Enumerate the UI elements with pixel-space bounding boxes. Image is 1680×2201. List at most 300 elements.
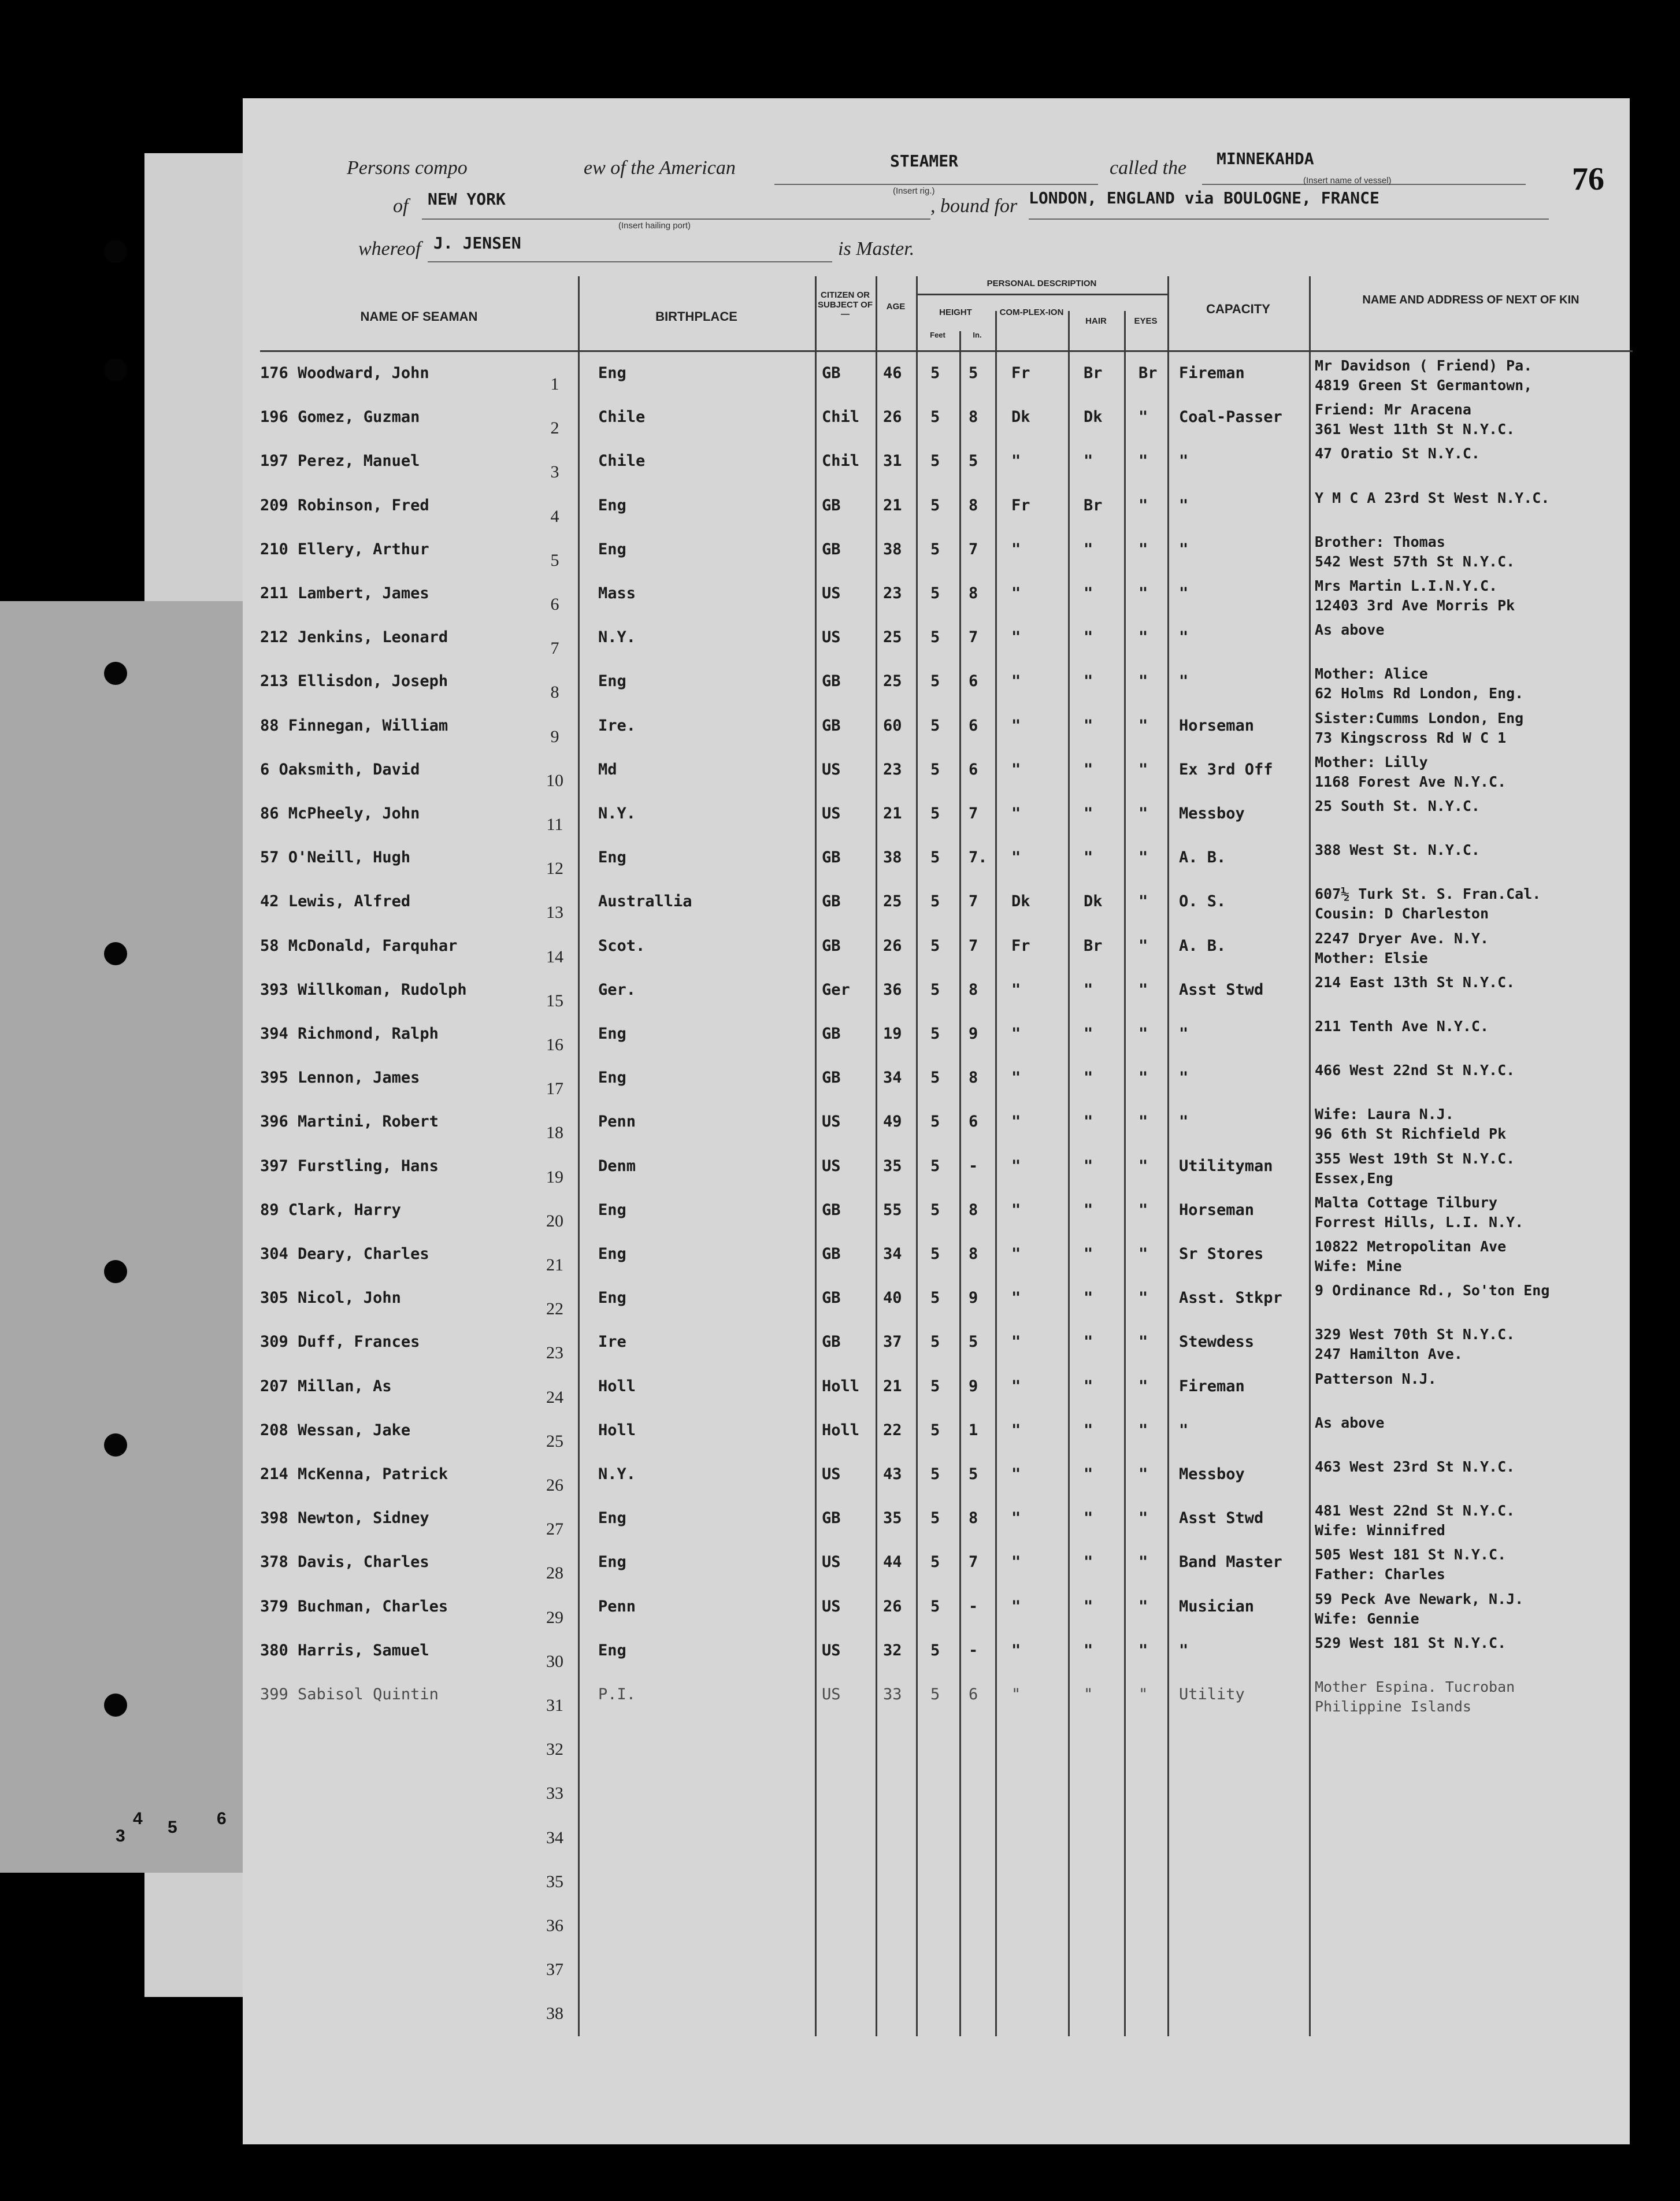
citizenship: GB bbox=[822, 848, 841, 867]
next-of-kin-line-2: Mother: Elsie bbox=[1315, 949, 1428, 966]
header-rule bbox=[916, 294, 1167, 295]
height-feet: 5 bbox=[930, 540, 940, 558]
complexion: " bbox=[1011, 672, 1021, 691]
hair: Br bbox=[1084, 364, 1103, 382]
seaman-name: 214 McKenna, Patrick bbox=[260, 1465, 448, 1483]
citizenship: GB bbox=[822, 936, 841, 955]
seaman-name: 209 Robinson, Fred bbox=[260, 496, 429, 514]
complexion: " bbox=[1011, 760, 1021, 779]
eyes: " bbox=[1138, 1685, 1148, 1703]
birthplace: Penn bbox=[598, 1597, 636, 1615]
row-number: 30 bbox=[546, 1651, 563, 1671]
complexion: " bbox=[1011, 1333, 1021, 1351]
next-of-kin-line-1: Malta Cottage Tilbury bbox=[1315, 1194, 1498, 1211]
seaman-name: 304 Deary, Charles bbox=[260, 1245, 429, 1263]
seaman-name: 58 McDonald, Farquhar bbox=[260, 936, 458, 955]
complexion: " bbox=[1011, 1200, 1021, 1219]
col-header-birthplace: BIRTHPLACE bbox=[655, 309, 737, 324]
height-inches: 7 bbox=[969, 936, 978, 955]
row-number: 24 bbox=[546, 1387, 563, 1407]
next-of-kin-line-2: 4819 Green St Germantown, bbox=[1315, 377, 1533, 394]
seaman-name: 42 Lewis, Alfred bbox=[260, 892, 411, 911]
age: 22 bbox=[883, 1421, 902, 1439]
seaman-name: 309 Duff, Frances bbox=[260, 1333, 420, 1351]
citizenship: GB bbox=[822, 672, 841, 691]
next-of-kin-line-1: 607½ Turk St. S. Fran.Cal. bbox=[1315, 885, 1541, 903]
height-feet: 5 bbox=[930, 936, 940, 955]
next-of-kin-line-2: Wife: Winnifred bbox=[1315, 1522, 1445, 1539]
eyes: " bbox=[1138, 1069, 1148, 1087]
height-inches: 7 bbox=[969, 805, 978, 822]
height-feet: 5 bbox=[930, 496, 940, 514]
capacity: Utility bbox=[1179, 1685, 1245, 1703]
complexion: " bbox=[1011, 1509, 1021, 1528]
next-of-kin-line-1: Mrs Martin L.I.N.Y.C. bbox=[1315, 577, 1498, 594]
next-of-kin-line-1: As above bbox=[1315, 1414, 1385, 1431]
height-feet: 5 bbox=[930, 980, 940, 999]
age: 21 bbox=[883, 496, 902, 514]
eyes: " bbox=[1138, 672, 1148, 691]
age: 49 bbox=[883, 1113, 902, 1131]
hair: " bbox=[1084, 1069, 1093, 1087]
eyes: " bbox=[1138, 1377, 1148, 1395]
crew-table bbox=[260, 276, 1633, 2036]
age: 26 bbox=[883, 408, 902, 427]
next-of-kin-line-2: Essex,Eng bbox=[1315, 1169, 1393, 1187]
row-number: 18 bbox=[546, 1123, 563, 1143]
height-inches: 8 bbox=[969, 408, 978, 427]
eyes: " bbox=[1138, 540, 1148, 558]
hair: " bbox=[1084, 1509, 1093, 1528]
citizenship: Ger bbox=[822, 980, 850, 999]
height-inches: 6 bbox=[969, 760, 978, 779]
citizenship: Holl bbox=[822, 1421, 860, 1439]
age: 36 bbox=[883, 980, 902, 999]
next-of-kin-line-2: 247 Hamilton Ave. bbox=[1315, 1346, 1463, 1363]
citizenship: GB bbox=[822, 1289, 841, 1307]
citizenship: GB bbox=[822, 364, 841, 382]
eyes: " bbox=[1138, 848, 1148, 867]
col-header-citizen: CITIZEN OR SUBJECT OF— bbox=[817, 290, 873, 319]
page-number: 76 bbox=[1572, 161, 1604, 197]
row-number: 26 bbox=[546, 1476, 563, 1495]
height-inches: 8 bbox=[969, 584, 978, 602]
eyes: " bbox=[1138, 1157, 1148, 1175]
next-of-kin-line-2: Father: Charles bbox=[1315, 1566, 1445, 1583]
capacity: Messboy bbox=[1179, 805, 1245, 822]
next-of-kin-line-2: 542 West 57th St N.Y.C. bbox=[1315, 553, 1515, 570]
height-feet: 5 bbox=[930, 1333, 940, 1351]
hair: " bbox=[1084, 1025, 1093, 1043]
age: 35 bbox=[883, 1509, 902, 1528]
complexion: " bbox=[1011, 1289, 1021, 1307]
row-number: 5 bbox=[550, 550, 559, 570]
height-feet: 5 bbox=[930, 408, 940, 427]
col-header-height: HEIGHT bbox=[939, 307, 972, 317]
hair: Br bbox=[1084, 936, 1103, 955]
eyes: " bbox=[1138, 805, 1148, 822]
eyes: " bbox=[1138, 980, 1148, 999]
seaman-name: 213 Ellisdon, Joseph bbox=[260, 672, 448, 691]
eyes: " bbox=[1138, 1113, 1148, 1131]
capacity: Stewdess bbox=[1179, 1333, 1255, 1351]
age: 21 bbox=[883, 805, 902, 822]
citizenship: Chil bbox=[822, 452, 860, 470]
hair: " bbox=[1084, 716, 1093, 735]
punch-hole bbox=[104, 1433, 127, 1457]
hailing-port: NEW YORK bbox=[428, 190, 506, 209]
next-of-kin-line-1: Mother: Alice bbox=[1315, 665, 1428, 683]
complexion: " bbox=[1011, 1597, 1021, 1615]
hair: " bbox=[1084, 1421, 1093, 1439]
capacity: " bbox=[1179, 540, 1189, 558]
complexion: " bbox=[1011, 1245, 1021, 1263]
row-number: 13 bbox=[546, 903, 563, 922]
capacity: Fireman bbox=[1179, 1377, 1245, 1395]
row-number: 23 bbox=[546, 1343, 563, 1363]
row-number: 16 bbox=[546, 1035, 563, 1054]
birthplace: Eng bbox=[598, 1245, 626, 1263]
capacity: Asst. Stkpr bbox=[1179, 1289, 1282, 1307]
capacity: Asst Stwd bbox=[1179, 980, 1264, 999]
age: 43 bbox=[883, 1465, 902, 1483]
citizenship: GB bbox=[822, 1069, 841, 1087]
birthplace: Ire bbox=[598, 1333, 626, 1351]
birthplace: P.I. bbox=[598, 1685, 636, 1703]
height-feet: 5 bbox=[930, 1069, 940, 1087]
seaman-name: 396 Martini, Robert bbox=[260, 1113, 439, 1131]
age: 40 bbox=[883, 1289, 902, 1307]
capacity: Horseman bbox=[1179, 1200, 1255, 1219]
height-feet: 5 bbox=[930, 1025, 940, 1043]
row-number: 21 bbox=[546, 1255, 563, 1274]
capacity: " bbox=[1179, 1113, 1189, 1131]
complexion: " bbox=[1011, 1069, 1021, 1087]
birthplace: N.Y. bbox=[598, 628, 636, 647]
complexion: Dk bbox=[1011, 892, 1030, 911]
hair: " bbox=[1084, 584, 1093, 602]
height-feet: 5 bbox=[930, 584, 940, 602]
height-feet: 5 bbox=[930, 1245, 940, 1263]
height-feet: 5 bbox=[930, 1597, 940, 1615]
col-header-eyes: EYES bbox=[1134, 316, 1158, 326]
birthplace: Eng bbox=[598, 1025, 626, 1043]
complexion: Fr bbox=[1011, 496, 1030, 514]
table-row bbox=[260, 577, 1633, 628]
vessel-note: (Insert name of vessel) bbox=[1303, 176, 1392, 186]
hair: " bbox=[1084, 760, 1093, 779]
hair: " bbox=[1084, 1641, 1093, 1659]
height-inches: 8 bbox=[969, 1069, 978, 1087]
row-number: 25 bbox=[546, 1431, 563, 1451]
row-number: 36 bbox=[546, 1916, 563, 1935]
eyes: " bbox=[1138, 1245, 1148, 1263]
height-inches: 5 bbox=[969, 452, 978, 470]
height-inches: 8 bbox=[969, 1200, 978, 1219]
citizenship: GB bbox=[822, 1509, 841, 1528]
header-bound-for: , bound for bbox=[930, 195, 1018, 217]
next-of-kin-line-2: Philippine Islands bbox=[1315, 1698, 1471, 1715]
master-name: J. JENSEN bbox=[433, 234, 521, 253]
height-feet: 5 bbox=[930, 628, 940, 647]
seaman-name: 89 Clark, Harry bbox=[260, 1200, 401, 1219]
capacity: " bbox=[1179, 496, 1189, 514]
next-of-kin-line-2: Wife: Gennie bbox=[1315, 1610, 1419, 1627]
height-inches: 5 bbox=[969, 1465, 978, 1483]
eyes: " bbox=[1138, 584, 1148, 602]
seaman-name: 207 Millan, As bbox=[260, 1377, 392, 1395]
hailing-line bbox=[422, 218, 930, 220]
hair: " bbox=[1084, 1333, 1093, 1351]
col-header-feet: Feet bbox=[930, 331, 945, 339]
next-of-kin-line-1: Mother Espina. Tucroban bbox=[1315, 1678, 1515, 1695]
citizenship: US bbox=[822, 1157, 841, 1175]
next-of-kin-line-1: 463 West 23rd St N.Y.C. bbox=[1315, 1458, 1515, 1475]
vessel-name: MINNEKAHDA bbox=[1217, 149, 1314, 168]
citizenship: US bbox=[822, 805, 841, 822]
next-of-kin-line-2: 62 Holms Rd London, Eng. bbox=[1315, 685, 1524, 702]
punch-hole bbox=[104, 662, 127, 685]
row-number: 1 bbox=[550, 375, 559, 394]
row-number: 37 bbox=[546, 1960, 563, 1980]
complexion: " bbox=[1011, 628, 1021, 647]
hair: " bbox=[1084, 848, 1093, 867]
eyes: " bbox=[1138, 1421, 1148, 1439]
complexion: " bbox=[1011, 584, 1021, 602]
row-number: 15 bbox=[546, 991, 563, 1010]
eyes: " bbox=[1138, 1289, 1148, 1307]
age: 60 bbox=[883, 716, 902, 735]
table-row bbox=[260, 1818, 1633, 1862]
height-inches: 8 bbox=[969, 1245, 978, 1263]
age: 38 bbox=[883, 540, 902, 558]
hair: " bbox=[1084, 980, 1093, 999]
complexion: Fr bbox=[1011, 936, 1030, 955]
height-inches: 8 bbox=[969, 496, 978, 514]
seaman-name: 86 McPheely, John bbox=[260, 805, 420, 822]
birthplace: Ger. bbox=[598, 980, 636, 999]
height-inches: 7 bbox=[969, 892, 978, 911]
row-number: 12 bbox=[546, 859, 563, 879]
height-feet: 5 bbox=[930, 848, 940, 867]
eyes: " bbox=[1138, 408, 1148, 427]
next-of-kin-line-1: 388 West St. N.Y.C. bbox=[1315, 842, 1480, 859]
age: 26 bbox=[883, 1597, 902, 1615]
capacity: O. S. bbox=[1179, 892, 1226, 911]
citizenship: US bbox=[822, 1597, 841, 1615]
eyes: " bbox=[1138, 1509, 1148, 1528]
capacity: " bbox=[1179, 628, 1189, 647]
height-feet: 5 bbox=[930, 1377, 940, 1395]
birthplace: Denm bbox=[598, 1157, 636, 1175]
birthplace: Penn bbox=[598, 1113, 636, 1131]
next-of-kin-line-2: 12403 3rd Ave Morris Pk bbox=[1315, 597, 1515, 614]
next-of-kin-line-1: As above bbox=[1315, 621, 1385, 639]
capacity: Utilityman bbox=[1179, 1157, 1273, 1175]
header-is-master: is Master. bbox=[838, 238, 915, 260]
height-inches: - bbox=[969, 1157, 978, 1175]
ruler-mark: 5 bbox=[168, 1818, 177, 1837]
height-inches: 7 bbox=[969, 540, 978, 558]
col-header-complexion: COM-PLEX-ION bbox=[999, 307, 1064, 317]
citizenship: US bbox=[822, 1553, 841, 1572]
table-row bbox=[260, 1678, 1633, 1729]
eyes: " bbox=[1138, 760, 1148, 779]
master-line bbox=[428, 261, 832, 262]
row-number: 14 bbox=[546, 947, 563, 966]
complexion: " bbox=[1011, 1113, 1021, 1131]
next-of-kin-line-1: 59 Peck Ave Newark, N.J. bbox=[1315, 1590, 1524, 1607]
birthplace: Eng bbox=[598, 1641, 626, 1659]
seaman-name: 208 Wessan, Jake bbox=[260, 1421, 411, 1439]
seaman-name: 210 Ellery, Arthur bbox=[260, 540, 429, 558]
punch-hole bbox=[104, 240, 127, 263]
age: 34 bbox=[883, 1245, 902, 1263]
birthplace: Ire. bbox=[598, 716, 636, 735]
age: 26 bbox=[883, 936, 902, 955]
eyes: " bbox=[1138, 1641, 1148, 1659]
complexion: Dk bbox=[1011, 408, 1030, 427]
age: 35 bbox=[883, 1157, 902, 1175]
seaman-name: 305 Nicol, John bbox=[260, 1289, 401, 1307]
punch-hole bbox=[104, 942, 127, 965]
rig-note: (Insert rig.) bbox=[893, 186, 935, 196]
citizenship: GB bbox=[822, 540, 841, 558]
capacity: A. B. bbox=[1179, 848, 1226, 867]
hair: " bbox=[1084, 1157, 1093, 1175]
row-number: 27 bbox=[546, 1520, 563, 1539]
age: 32 bbox=[883, 1641, 902, 1659]
seaman-name: 88 Finnegan, William bbox=[260, 716, 448, 735]
next-of-kin-line-1: Mr Davidson ( Friend) Pa. bbox=[1315, 357, 1533, 374]
complexion: " bbox=[1011, 848, 1021, 867]
birthplace: N.Y. bbox=[598, 1465, 636, 1483]
eyes: " bbox=[1138, 1333, 1148, 1351]
capacity: " bbox=[1179, 672, 1189, 691]
height-feet: 5 bbox=[930, 1509, 940, 1528]
seaman-name: 397 Furstling, Hans bbox=[260, 1157, 439, 1175]
eyes: " bbox=[1138, 628, 1148, 647]
eyes: " bbox=[1138, 1200, 1148, 1219]
age: 19 bbox=[883, 1025, 902, 1043]
capacity: Ex 3rd Off bbox=[1179, 760, 1273, 779]
seaman-name: 394 Richmond, Ralph bbox=[260, 1025, 439, 1043]
birthplace: Eng bbox=[598, 848, 626, 867]
eyes: Br bbox=[1138, 364, 1158, 382]
row-number: 22 bbox=[546, 1299, 563, 1319]
height-inches: 1 bbox=[969, 1421, 978, 1439]
row-number: 20 bbox=[546, 1211, 563, 1231]
next-of-kin-line-1: 214 East 13th St N.Y.C. bbox=[1315, 973, 1515, 991]
eyes: " bbox=[1138, 1553, 1148, 1572]
row-number: 19 bbox=[546, 1167, 563, 1187]
age: 33 bbox=[883, 1685, 902, 1703]
seaman-name: 398 Newton, Sidney bbox=[260, 1509, 429, 1528]
hair: " bbox=[1084, 1113, 1093, 1131]
capacity: Coal-Passer bbox=[1179, 408, 1282, 427]
rig-line bbox=[774, 184, 1098, 185]
next-of-kin-line-1: 2247 Dryer Ave. N.Y. bbox=[1315, 929, 1489, 947]
col-header-hair: HAIR bbox=[1085, 316, 1107, 326]
birthplace: Australlia bbox=[598, 892, 692, 911]
hair: Dk bbox=[1084, 408, 1103, 427]
citizenship: US bbox=[822, 1113, 841, 1131]
header-crew-of-american: ew of the American bbox=[584, 157, 736, 179]
seaman-name: 395 Lennon, James bbox=[260, 1069, 420, 1087]
col-header-personal: PERSONAL DESCRIPTION bbox=[987, 279, 1097, 288]
row-number: 33 bbox=[546, 1784, 563, 1803]
col-header-name: NAME OF SEAMAN bbox=[360, 309, 478, 324]
seaman-name: 211 Lambert, James bbox=[260, 584, 429, 602]
next-of-kin-line-1: 47 Oratio St N.Y.C. bbox=[1315, 445, 1480, 462]
complexion: " bbox=[1011, 1553, 1021, 1572]
seaman-name: 399 Sabisol Quintin bbox=[260, 1685, 439, 1703]
hair: Dk bbox=[1084, 892, 1103, 911]
complexion: " bbox=[1011, 980, 1021, 999]
birthplace: Holl bbox=[598, 1377, 636, 1395]
punch-hole bbox=[104, 1694, 127, 1717]
hair: " bbox=[1084, 1245, 1093, 1263]
height-inches: 9 bbox=[969, 1025, 978, 1043]
age: 37 bbox=[883, 1333, 902, 1351]
citizenship: Holl bbox=[822, 1377, 860, 1395]
capacity: " bbox=[1179, 584, 1189, 602]
hair: " bbox=[1084, 628, 1093, 647]
row-number: 11 bbox=[546, 815, 563, 834]
header-of: of bbox=[393, 195, 409, 217]
complexion: " bbox=[1011, 1421, 1021, 1439]
seaman-name: 176 Woodward, John bbox=[260, 364, 429, 382]
seaman-name: 6 Oaksmith, David bbox=[260, 760, 420, 779]
height-inches: - bbox=[969, 1641, 978, 1659]
complexion: " bbox=[1011, 1685, 1021, 1703]
birthplace: Eng bbox=[598, 1289, 626, 1307]
complexion: " bbox=[1011, 540, 1021, 558]
height-inches: 8 bbox=[969, 980, 978, 999]
row-number: 3 bbox=[550, 462, 559, 482]
height-feet: 5 bbox=[930, 1553, 940, 1572]
citizenship: US bbox=[822, 760, 841, 779]
next-of-kin-line-2: 73 Kingscross Rd W C 1 bbox=[1315, 729, 1507, 746]
hair: " bbox=[1084, 1553, 1093, 1572]
eyes: " bbox=[1138, 716, 1148, 735]
citizenship: US bbox=[822, 628, 841, 647]
complexion: " bbox=[1011, 1465, 1021, 1483]
citizenship: GB bbox=[822, 1025, 841, 1043]
birthplace: Holl bbox=[598, 1421, 636, 1439]
birthplace: Chile bbox=[598, 452, 646, 470]
punch-hole bbox=[104, 358, 127, 381]
age: 46 bbox=[883, 364, 902, 382]
next-of-kin-line-2: Forrest Hills, L.I. N.Y. bbox=[1315, 1213, 1524, 1231]
capacity: A. B. bbox=[1179, 936, 1226, 955]
seaman-name: 212 Jenkins, Leonard bbox=[260, 628, 448, 647]
row-number: 31 bbox=[546, 1696, 563, 1715]
next-of-kin-line-1: 505 West 181 St N.Y.C. bbox=[1315, 1546, 1507, 1563]
birthplace: Eng bbox=[598, 1509, 626, 1528]
next-of-kin-line-2: Cousin: D Charleston bbox=[1315, 905, 1489, 922]
row-number: 29 bbox=[546, 1607, 563, 1627]
complexion: " bbox=[1011, 805, 1021, 822]
hair: " bbox=[1084, 1200, 1093, 1219]
complexion: " bbox=[1011, 1157, 1021, 1175]
seaman-name: 379 Buchman, Charles bbox=[260, 1597, 448, 1615]
capacity: " bbox=[1179, 1069, 1189, 1087]
height-feet: 5 bbox=[930, 672, 940, 691]
complexion: " bbox=[1011, 1641, 1021, 1659]
col-header-kin: NAME AND ADDRESS OF NEXT OF KIN bbox=[1362, 294, 1579, 306]
birthplace: Eng bbox=[598, 540, 626, 558]
